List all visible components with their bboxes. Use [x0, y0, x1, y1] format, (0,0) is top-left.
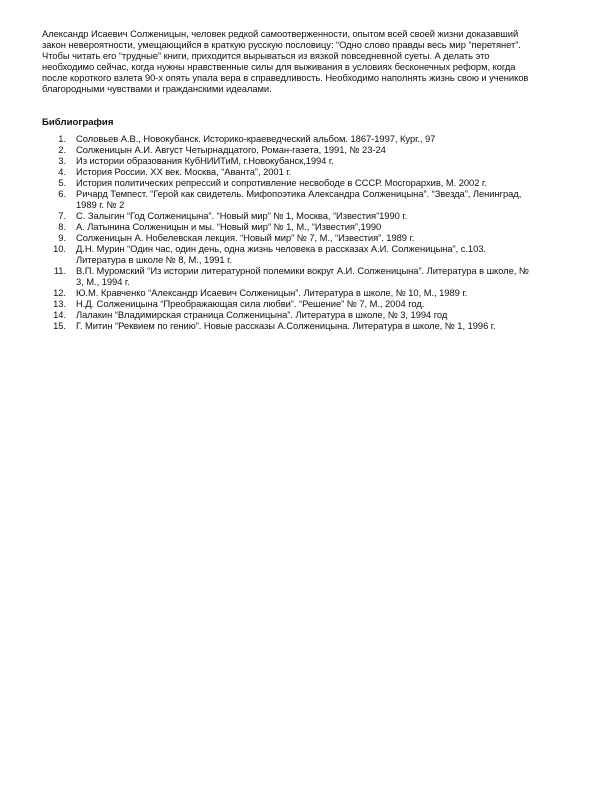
bibliography-item [42, 298, 582, 309]
bibliography-item-text-continued: 3, М., 1994 г. [76, 276, 130, 287]
bibliography-item-text: Солженицын А.И. Август Четырнадцатого, Роман-газета, 1991, № 23-24 [76, 144, 386, 155]
bibliography-item-text: С. Залыгин “Год Солженицына”. “Новый мир” № 1, Москва, “Известия”1990 г. [76, 210, 408, 221]
bibliography-item [42, 188, 582, 210]
bibliography-item [42, 133, 582, 144]
intro-line: Александр Исаевич Солженицын, человек редкой самоотверженности, опытом всей своей жизни доказавший [42, 28, 519, 39]
bibliography-item-number: 12. [53, 287, 66, 298]
bibliography-item-text: Ричард Темпест. “Герой как свидетель. Мифопоэтика Александра Солженицына”. “Звезда”, Ленинград, [76, 188, 522, 199]
bibliography-item-text: Из истории образования КубНИИТиМ, г.Новокубанск,1994 г. [76, 155, 334, 166]
bibliography-item-text: Лалакин “Владимирская страница Солженицына”. Литература в школе, № 3, 1994 год [76, 309, 448, 320]
bibliography-item-text: Н.Д. Солженицына “Преображающая сила любви”. “Решение” № 7, М., 2004 год. [76, 298, 425, 309]
bibliography-item-number: 2. [58, 144, 66, 155]
intro-line: Чтобы читать его “трудные” книги, приходится вырываться из вязкой повседневной суеты. А делать это [42, 50, 490, 61]
bibliography-item [42, 320, 582, 331]
bibliography-item-number: 6. [58, 188, 66, 199]
bibliography-item-number: 10. [53, 243, 66, 254]
bibliography-item-text: История России. XX век. Москва, “Аванта”, 2001 г. [76, 166, 292, 177]
bibliography-item [42, 177, 582, 188]
bibliography-item-number: 11. [53, 265, 66, 276]
intro-line: благородными чувствами и гражданскими идеалами. [42, 83, 272, 94]
bibliography-item [42, 287, 582, 298]
bibliography-item-text-continued: 1989 г. № 2 [76, 199, 125, 210]
intro-paragraph [42, 28, 582, 94]
bibliography-item-number: 3. [58, 155, 66, 166]
bibliography-item-text: В.П. Муромский “Из истории литературной полемики вокруг А.И. Солженицына”. Литература в школе, № [76, 265, 529, 276]
intro-line: после короткого взлета 90-х опять упала вера в справедливость. Необходимо наполнять жизнь свою и учеников [42, 72, 529, 83]
bibliography-item-text: Соловьев А.В., Новокубанск. Историко-краеведческий альбом. 1867-1997, Кург., 97 [76, 133, 436, 144]
bibliography-item [42, 265, 582, 287]
bibliography-item [42, 166, 582, 177]
intro-line: необходимо сейчас, когда нужны нравственные силы для выживания в условиях бесконечных реформ, когда [42, 61, 516, 72]
bibliography-item-number: 14. [53, 309, 66, 320]
bibliography-item [42, 232, 582, 243]
bibliography-item-number: 4. [58, 166, 66, 177]
bibliography-item-number: 15. [53, 320, 66, 331]
bibliography-item-number: 1. [58, 133, 66, 144]
bibliography-item-number: 7. [58, 210, 66, 221]
bibliography-item-number: 13. [53, 298, 66, 309]
intro-line: закон невероятности, умещающийся в краткую русскую пословицу: “Одно слово правды весь мир “перетянет”. [42, 39, 521, 50]
bibliography-item [42, 309, 582, 320]
bibliography-item-text: Ю.М. Кравченко “Александр Исаевич Солженицын”. Литература в школе, № 10, М., 1989 г. [76, 287, 468, 298]
bibliography-item-text-continued: Литература в школе № 8, М., 1991 г. [76, 254, 232, 265]
bibliography-item [42, 144, 582, 155]
bibliography-item-text: История политических репрессий и сопротивление несвободе в СССР. Мосгорархив, М. 2002 г. [76, 177, 487, 188]
bibliography-item-text: Г. Митин “Реквием по гению”. Новые рассказы А.Солженицына. Литература в школе, № 1, 1996 г. [76, 320, 496, 331]
bibliography-item-number: 5. [58, 177, 66, 188]
bibliography-item-text: А. Латынина Солженицын и мы. “Новый мир” № 1, М., “Известия”,1990 [76, 221, 382, 232]
bibliography-item-text: Солженицын А. Нобелевская лекция. “Новый мир” № 7, М., “Известия”. 1989 г. [76, 232, 415, 243]
bibliography-item [42, 155, 582, 166]
bibliography-item [42, 210, 582, 221]
bibliography-item-number: 9. [58, 232, 66, 243]
bibliography-heading: Библиография [42, 117, 114, 128]
bibliography-item-number: 8. [58, 221, 66, 232]
bibliography-item-text: Д.Н. Мурин “Один час, один день, одна жизнь человека в рассказах А.И. Солженицына”, с.103. [76, 243, 486, 254]
bibliography-list [42, 133, 582, 331]
bibliography-item [42, 243, 582, 265]
bibliography-item [42, 221, 582, 232]
